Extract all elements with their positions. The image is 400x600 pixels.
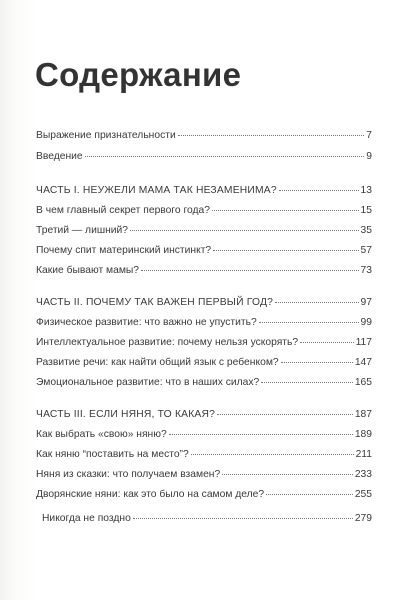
toc-entry-label: Физическое развитие: что важно не упустить? — [36, 317, 257, 328]
toc-entry-label: Интеллектуальное развитие: почему нельзя ускорять? — [36, 337, 299, 348]
toc-leader — [178, 135, 365, 136]
toc-entry-page: 279 — [354, 513, 372, 524]
toc-entry-label: ЧАСТЬ I. НЕУЖЕЛИ МАМА ТАК НЕЗАМЕНИМА? — [36, 185, 277, 196]
toc-leader — [191, 454, 354, 455]
toc-entry — [36, 337, 372, 348]
toc-entry — [36, 377, 372, 388]
toc-leader — [212, 210, 359, 211]
toc-entry-label: Дворянские няни: как это было на самом деле? — [36, 489, 265, 500]
toc-part-heading — [36, 185, 372, 196]
toc-entry-page: 211 — [355, 449, 372, 460]
toc-entry — [36, 469, 372, 480]
toc-entry-label: В чем главный секрет первого года? — [36, 205, 210, 216]
toc-part-heading — [36, 297, 372, 308]
toc-entry-label: Какие бывают мамы? — [36, 265, 140, 276]
toc-leader — [275, 302, 358, 303]
toc-leader — [266, 494, 353, 495]
toc-part-heading — [36, 409, 372, 420]
toc-entry — [42, 513, 372, 524]
toc-entry — [36, 225, 372, 236]
toc-entry — [36, 151, 372, 162]
toc-leader — [261, 382, 353, 383]
toc-entry-page: 187 — [354, 409, 372, 420]
toc-entry-page: 147 — [354, 357, 372, 368]
toc-entry-label: ЧАСТЬ II. ПОЧЕМУ ТАК ВАЖЕН ПЕРВЫЙ ГОД? — [36, 297, 274, 308]
toc-entry — [36, 429, 372, 440]
toc-leader — [259, 322, 359, 323]
toc-leader — [300, 342, 353, 343]
toc-entry-page: 9 — [366, 151, 372, 162]
toc-leader — [133, 518, 353, 519]
toc-entry-label: Эмоциональное развитие: что в наших силах? — [36, 377, 260, 388]
toc-entry-label: Выражение признательности — [36, 130, 176, 141]
toc-leader — [217, 414, 353, 415]
toc-entry-page: 97 — [360, 297, 372, 308]
toc-entry-page: 233 — [354, 469, 372, 480]
toc-leader — [213, 250, 358, 251]
toc-leader — [130, 230, 359, 231]
toc-entry-label: Третий — лишний? — [36, 225, 128, 236]
toc-entry-label: Как няню “поставить на место”? — [36, 449, 189, 460]
toc-entry-label: Введение — [36, 151, 83, 162]
toc-entry-page: 99 — [360, 317, 372, 328]
toc-leader — [281, 362, 353, 363]
toc-entry-label: Как выбрать «свою» няню? — [36, 429, 167, 440]
toc-entry — [36, 449, 372, 460]
toc-entry — [36, 205, 372, 216]
toc-leader — [141, 270, 358, 271]
toc-entry-label: Почему спит материнский инстинкт? — [36, 245, 212, 256]
toc-leader — [222, 474, 353, 475]
toc-leader — [85, 156, 365, 157]
toc-entry-page: 255 — [354, 489, 372, 500]
toc-leader — [169, 434, 353, 435]
toc-entry-label: ЧАСТЬ III. ЕСЛИ НЯНЯ, ТО КАКАЯ? — [36, 409, 216, 420]
toc-entry-page: 165 — [354, 377, 372, 388]
toc-leader — [279, 190, 359, 191]
toc-entry-page: 13 — [360, 185, 372, 196]
toc-entry-page: 15 — [360, 205, 372, 216]
page-title: Содержание — [35, 56, 242, 93]
toc-entry — [36, 245, 372, 256]
toc-entry — [36, 317, 372, 328]
toc-entry-page: 7 — [366, 130, 372, 141]
toc-entry-label: Развитие речи: как найти общий язык с ребенком? — [36, 357, 279, 368]
toc-entry-page: 189 — [354, 429, 372, 440]
toc-entry-page: 35 — [360, 225, 372, 236]
toc-entry — [36, 265, 372, 276]
toc-entry-label: Никогда не поздно — [42, 513, 131, 524]
toc-entry-page: 73 — [360, 265, 372, 276]
toc-entry — [36, 489, 372, 500]
toc-entry-page: 117 — [355, 337, 372, 348]
toc-entry — [36, 357, 372, 368]
toc-entry — [36, 130, 372, 141]
toc-entry-label: Няня из сказки: что получаем взамен? — [36, 469, 221, 480]
toc-entry-page: 57 — [360, 245, 372, 256]
